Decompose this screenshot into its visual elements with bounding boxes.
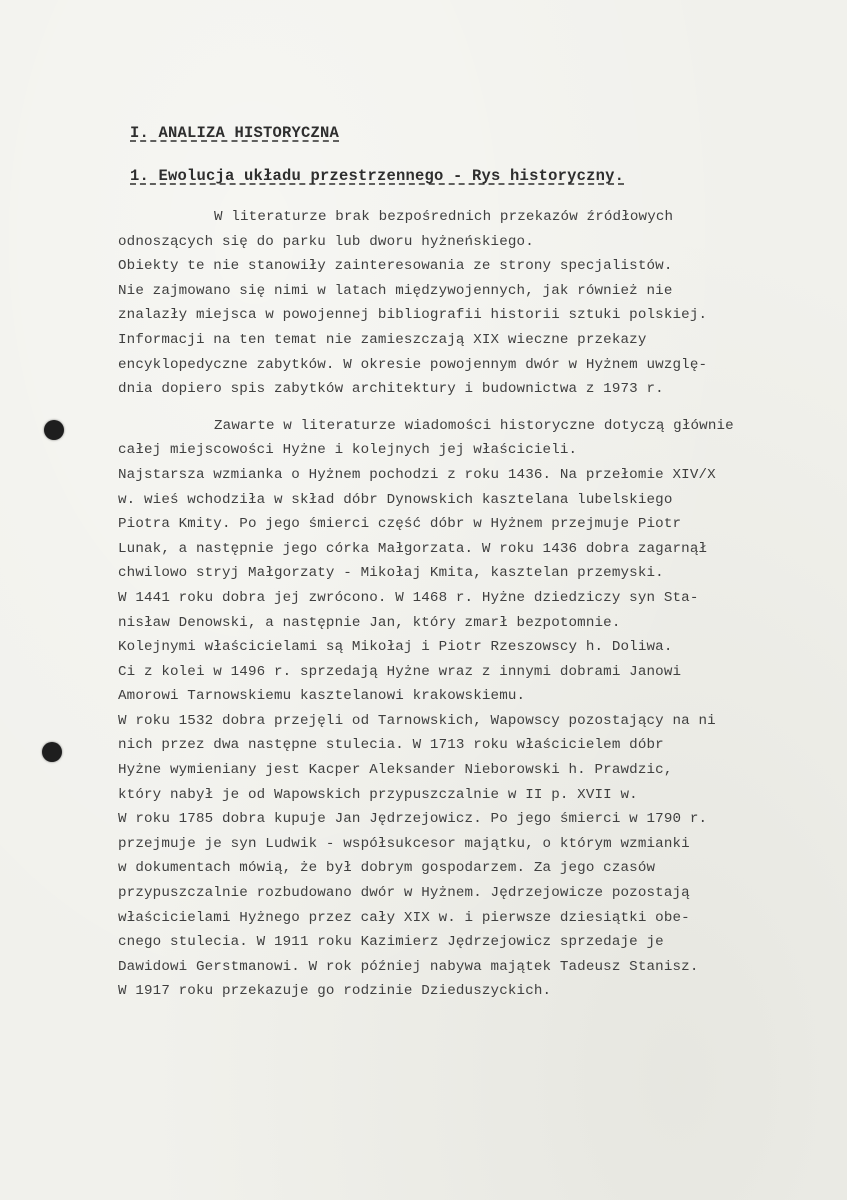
text-line: odnoszących się do parku lub dworu hyżneńskiego. bbox=[118, 233, 534, 250]
text-line: który nabył je od Wapowskich przypuszczalnie w II p. XVII w. bbox=[118, 786, 638, 803]
text-line: nich przez dwa następne stulecia. W 1713 roku właścicielem dóbr bbox=[118, 737, 664, 754]
text-line: nisław Denowski, a następnie Jan, który zmarł bezpotomnie. bbox=[118, 614, 621, 631]
text-line: W roku 1785 dobra kupuje Jan Jędrzejowicz. Po jego śmierci w 1790 r. bbox=[118, 811, 708, 828]
text-line: Ci z kolei w 1496 r. sprzedają Hyżne wraz z innymi dobrami Janowi bbox=[118, 663, 682, 680]
text-line: Najstarsza wzmianka o Hyżnem pochodzi z roku 1436. Na przełomie XIV/X bbox=[118, 466, 716, 483]
text-line: przejmuje je syn Ludwik - współsukcesor majątku, o którym wzmianki bbox=[118, 835, 690, 852]
text-line: chwilowo stryj Małgorzaty - Mikołaj Kmita, kasztelan przemyski. bbox=[118, 565, 664, 582]
punch-hole-bottom bbox=[42, 742, 62, 762]
text-line: Nie zajmowano się nimi w latach międzywojennych, jak również nie bbox=[118, 282, 673, 299]
body-text bbox=[118, 205, 843, 1004]
paragraph-gap bbox=[118, 402, 843, 414]
text-line: znalazły miejsca w powojennej bibliografii historii sztuki polskiej. bbox=[118, 307, 708, 324]
text-line: w dokumentach mówią, że był dobrym gospodarzem. Za jego czasów bbox=[118, 860, 656, 877]
text-line: Piotra Kmity. Po jego śmierci część dóbr w Hyżnem przejmuje Piotr bbox=[118, 516, 682, 533]
text-line: Lunak, a następnie jego córka Małgorzata. W roku 1436 dobra zagarnął bbox=[118, 540, 708, 557]
text-line: Zawarte w literaturze wiadomości historyczne dotyczą głównie bbox=[214, 417, 734, 434]
text-line: Kolejnymi właścicielami są Mikołaj i Piotr Rzeszowscy h. Doliwa. bbox=[118, 639, 673, 656]
text-line: w. wieś wchodziła w skład dóbr Dynowskich kasztelana lubelskiego bbox=[118, 491, 673, 508]
text-line: właścicielami Hyżnego przez cały XIX w. i pierwsze dziesiątki obe- bbox=[118, 909, 690, 926]
text-line: cnego stulecia. W 1911 roku Kazimierz Jędrzejowicz sprzedaje je bbox=[118, 934, 664, 951]
text-line: Dawidowi Gerstmanowi. W rok później nabywa majątek Tadeusz Stanisz. bbox=[118, 958, 699, 975]
text-line: W 1917 roku przekazuje go rodzinie Dzieduszyckich. bbox=[118, 983, 552, 1000]
subsection-title: 1. Ewolucja układu przestrzennego - Rys historyczny. bbox=[130, 167, 625, 185]
text-line: całej miejscowości Hyżne i kolejnych jej właścicieli. bbox=[118, 442, 578, 459]
text-line: Hyżne wymieniany jest Kacper Aleksander Nieborowski h. Prawdzic, bbox=[118, 762, 673, 779]
text-line: przypuszczalnie rozbudowano dwór w Hyżnem. Jędrzejowicze pozostają bbox=[118, 885, 690, 902]
punch-hole-top bbox=[44, 420, 64, 440]
text-line: Obiekty te nie stanowiły zainteresowania ze strony specjalistów. bbox=[118, 258, 673, 275]
text-line: W roku 1532 dobra przejęli od Tarnowskich, Wapowscy pozostający na ni bbox=[118, 712, 716, 729]
text-line: W 1441 roku dobra jej zwrócono. W 1468 r. Hyżne dziedziczy syn Sta- bbox=[118, 589, 699, 606]
section-title: I. ANALIZA HISTORYCZNA bbox=[130, 124, 340, 142]
text-line: Informacji na ten temat nie zamieszczają XIX wieczne przekazy bbox=[118, 331, 647, 348]
text-line: Amorowi Tarnowskiemu kasztelanowi krakowskiemu. bbox=[118, 688, 526, 705]
text-line: encyklopedyczne zabytków. W okresie powojennym dwór w Hyżnem uwzglę- bbox=[118, 356, 708, 373]
paragraph-2 bbox=[118, 414, 843, 1004]
text-line: dnia dopiero spis zabytków architektury i budownictwa z 1973 r. bbox=[118, 381, 664, 398]
text-line: W literaturze brak bezpośrednich przekazów źródłowych bbox=[214, 209, 674, 225]
paragraph-1 bbox=[118, 205, 843, 402]
